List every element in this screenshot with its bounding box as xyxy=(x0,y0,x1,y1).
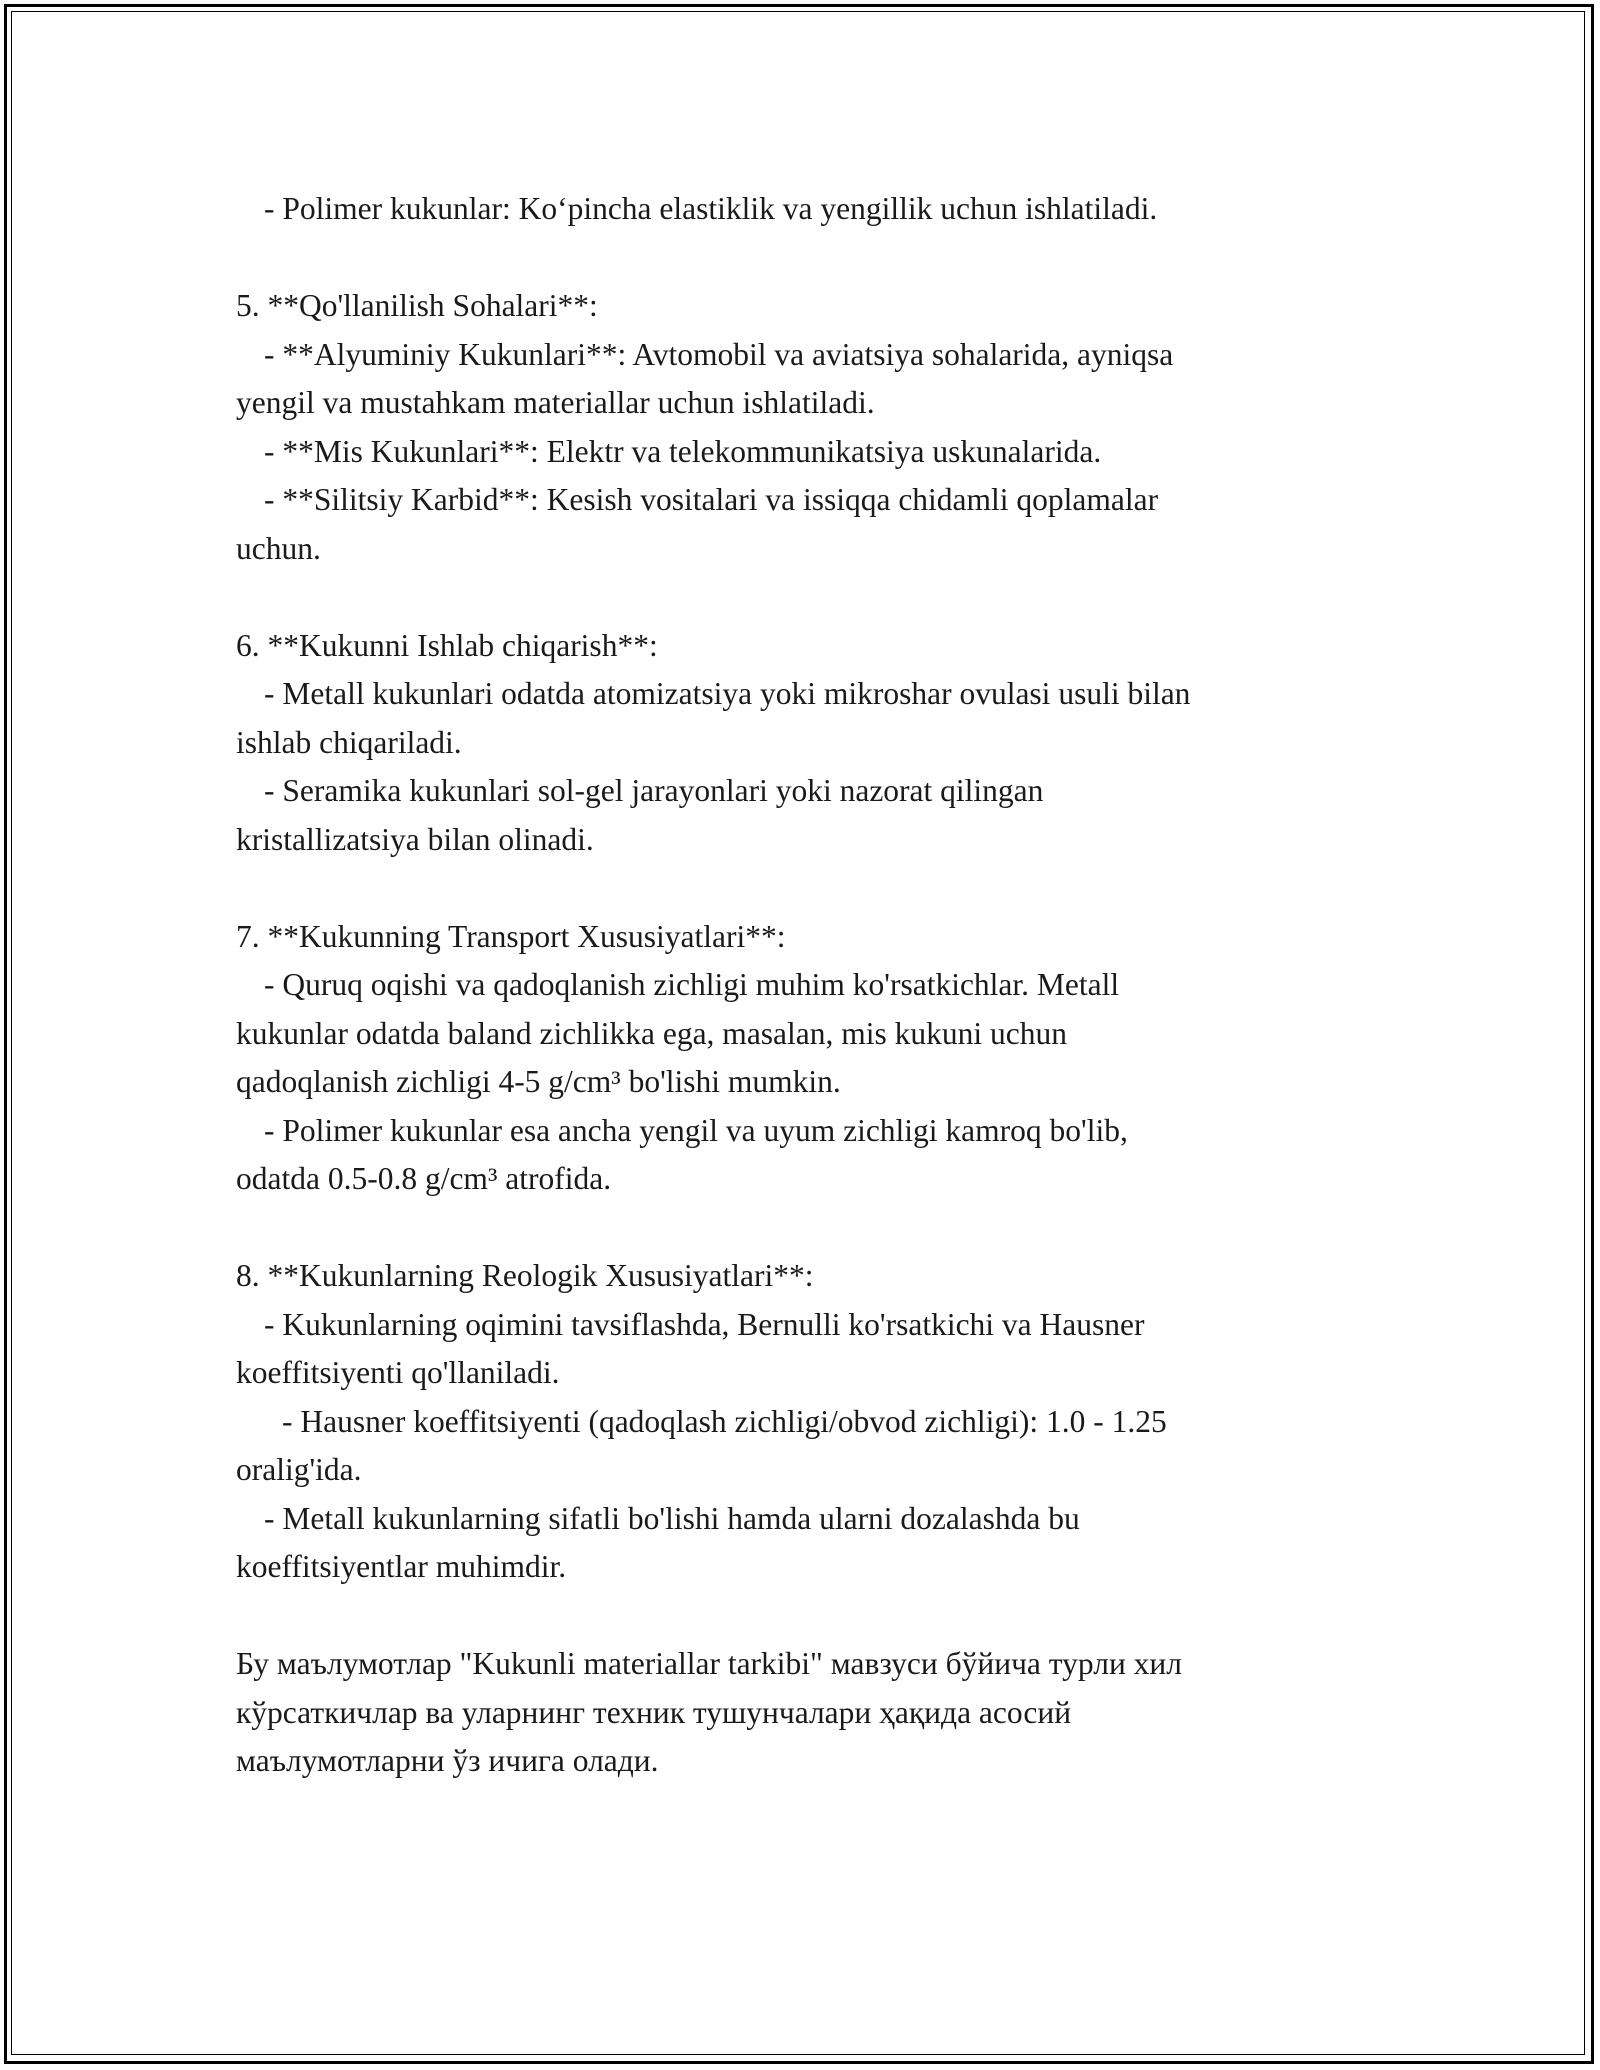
section-6-item-2: - Seramika kukunlari sol-gel jarayonlari yoki nazorat qilingan xyxy=(264,773,1044,808)
section-5-item-2: - **Mis Kukunlari**: Elektr va telekommunikatsiya uskunalarida. xyxy=(264,433,1102,469)
section-6-item-1-cont: ishlab chiqariladi. xyxy=(236,724,462,760)
blank-line xyxy=(236,573,1376,622)
blank-line xyxy=(236,1592,1376,1641)
section-8-subitem-1-cont: oralig'ida. xyxy=(236,1452,362,1487)
section-7-item-2: - Polimer kukunlar esa ancha yengil va uyum zichligi kamroq bo'lib, xyxy=(264,1112,1128,1148)
conclusion-line-1: Бу маълумотлар "Kukunli materiallar tarkibi" мавзуси бўйича турли хил xyxy=(236,1646,1182,1681)
section-5-item-3: - **Silitsiy Karbid**: Kesish vositalari va issiqqa chidamli qoplamalar xyxy=(264,482,1159,517)
section-7 xyxy=(236,913,1376,1204)
section-6 xyxy=(236,622,1376,865)
blank-line xyxy=(236,234,1376,283)
section-8-item-1: - Kukunlarning oqimini tavsiflashda, Bernulli ko'rsatkichi va Hausner xyxy=(264,1306,1145,1342)
conclusion-line-2: кўрсаткичлар ва уларнинг техник тушунчалари ҳақида асосий xyxy=(236,1694,1072,1730)
section-7-item-1-cont-2: qadoqlanish zichligi 4-5 g/cm³ bo'lishi mumkin. xyxy=(236,1064,841,1099)
section-6-item-2-cont: kristallizatsiya bilan olinadi. xyxy=(236,821,594,857)
section-8-subitem-1: - Hausner koeffitsiyenti (qadoqlash zichligi/obvod zichligi): 1.0 - 1.25 xyxy=(282,1403,1167,1439)
conclusion-paragraph xyxy=(236,1640,1376,1786)
blank-line xyxy=(236,864,1376,913)
section-7-item-1-cont: kukunlar odatda baland zichlikka ega, masalan, mis kukuni uchun xyxy=(236,1015,1068,1051)
section-8-heading: 8. **Kukunlarning Reologik Xususiyatlari**: xyxy=(236,1258,814,1293)
section-5 xyxy=(236,282,1376,573)
section-8 xyxy=(236,1252,1376,1592)
section-8-item-2-cont: koeffitsiyentlar muhimdir. xyxy=(236,1549,567,1584)
section-8-item-2: - Metall kukunlarning sifatli bo'lishi hamda ularni dozalashda bu xyxy=(264,1500,1080,1536)
conclusion-line-3: маълумотларни ўз ичига олади. xyxy=(236,1743,659,1778)
polimer-intro-line: - Polimer kukunlar: Ko‘pincha elastiklik va yengillik uchun ishlatiladi. xyxy=(264,191,1158,226)
section-5-heading: 5. **Qo'llanilish Sohalari**: xyxy=(236,288,598,323)
section-5-item-3-cont: uchun. xyxy=(236,530,321,566)
document-body xyxy=(236,185,1376,1786)
blank-line xyxy=(236,1204,1376,1253)
section-8-item-1-cont: koeffitsiyenti qo'llaniladi. xyxy=(236,1355,560,1390)
section-6-heading: 6. **Kukunni Ishlab chiqarish**: xyxy=(236,627,658,663)
section-5-item-1: - **Alyuminiy Kukunlari**: Avtomobil va aviatsiya sohalarida, ayniqsa xyxy=(264,336,1174,372)
section-7-item-2-cont: odatda 0.5-0.8 g/cm³ atrofida. xyxy=(236,1161,612,1196)
section-7-item-1: - Quruq oqishi va qadoqlanish zichligi muhim ko'rsatkichlar. Metall xyxy=(264,967,1120,1002)
section-7-heading: 7. **Kukunning Transport Xususiyatlari**: xyxy=(236,918,786,954)
section-5-item-1-cont: yengil va mustahkam materiallar uchun ishlatiladi. xyxy=(236,385,875,420)
section-6-item-1: - Metall kukunlari odatda atomizatsiya yoki mikroshar ovulasi usuli bilan xyxy=(264,676,1191,711)
